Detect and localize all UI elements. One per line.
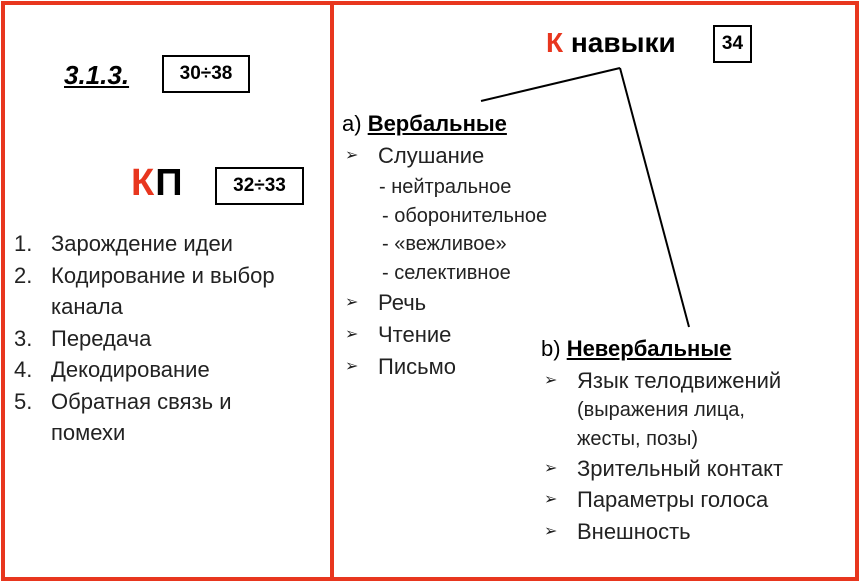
skills-title-red-letter: К	[546, 27, 564, 58]
arrow-bullet-icon: ➢	[544, 523, 558, 540]
arrow-bullet-icon: ➢	[345, 358, 359, 375]
nonverbal-item-voice: Параметры голоса	[577, 487, 769, 512]
verbal-item-writing: Письмо	[378, 354, 456, 379]
list-item	[345, 143, 484, 169]
step-text-continued: помехи	[51, 420, 126, 445]
step-text: Передача	[51, 325, 152, 351]
arrow-bullet-icon: ➢	[345, 326, 359, 343]
kp-title-red-letter: К	[131, 162, 156, 204]
listening-subtype: - нейтральное	[379, 176, 512, 198]
list-item	[14, 386, 326, 449]
nonverbal-item-appearance: Внешность	[577, 519, 691, 544]
verbal-item-reading: Чтение	[378, 322, 452, 347]
list-item	[345, 354, 456, 380]
nonverbal-item-body-language: Язык телодвижений	[577, 368, 782, 393]
listening-subtype: - «вежливое»	[382, 233, 507, 255]
step-text: Кодирование и выбор	[51, 262, 275, 288]
nonverbal-heading	[541, 336, 731, 362]
list-item	[345, 322, 451, 348]
verbal-item-listening: Слушание	[378, 143, 485, 168]
list-item	[544, 456, 783, 482]
section-number: 3.1.3.	[64, 60, 130, 90]
verbal-prefix: a)	[342, 111, 362, 136]
verbal-item-speech: Речь	[378, 290, 427, 315]
nonverbal-label: Невербальные	[566, 336, 732, 361]
body-language-details: (выражения лица,	[577, 399, 745, 421]
nonverbal-prefix: b)	[541, 336, 561, 361]
arrow-bullet-icon: ➢	[544, 491, 558, 508]
step-number: 2.	[14, 262, 33, 288]
kp-pages-badge: 32÷33	[215, 167, 304, 205]
kp-title-black-letter: П	[155, 162, 184, 204]
step-text: Декодирование	[51, 357, 210, 382]
list-item	[14, 354, 326, 386]
arrow-bullet-icon: ➢	[544, 460, 558, 477]
list-item	[544, 519, 691, 545]
step-number: 3.	[14, 325, 33, 351]
step-number: 4.	[14, 357, 33, 382]
step-text-continued: канала	[51, 294, 123, 319]
body-language-details: жесты, позы)	[577, 428, 699, 450]
skills-pages-badge: 34	[713, 25, 752, 63]
step-text: Обратная связь и	[51, 388, 232, 414]
list-item	[14, 260, 326, 323]
step-text: Зарождение идеи	[51, 231, 233, 256]
kp-title	[131, 162, 184, 205]
section-pages-badge: 30÷38	[162, 55, 250, 93]
list-item	[544, 487, 768, 513]
verbal-label: Вербальные	[367, 111, 507, 136]
listening-subtype: - селективное	[382, 262, 511, 284]
list-item	[345, 290, 426, 316]
list-item	[544, 368, 781, 394]
step-number: 5.	[14, 388, 33, 414]
arrow-bullet-icon: ➢	[544, 372, 558, 389]
step-number: 1.	[14, 231, 33, 256]
skills-title-text: навыки	[570, 27, 676, 58]
nonverbal-item-eye-contact: Зрительный контакт	[577, 456, 784, 481]
verbal-heading	[342, 111, 507, 137]
listening-subtype: - оборонительное	[382, 205, 548, 227]
communication-process-steps	[14, 228, 326, 449]
arrow-bullet-icon: ➢	[345, 294, 359, 311]
arrow-bullet-icon: ➢	[345, 147, 359, 164]
list-item	[14, 228, 326, 260]
skills-title	[546, 27, 676, 59]
list-item	[14, 323, 326, 355]
